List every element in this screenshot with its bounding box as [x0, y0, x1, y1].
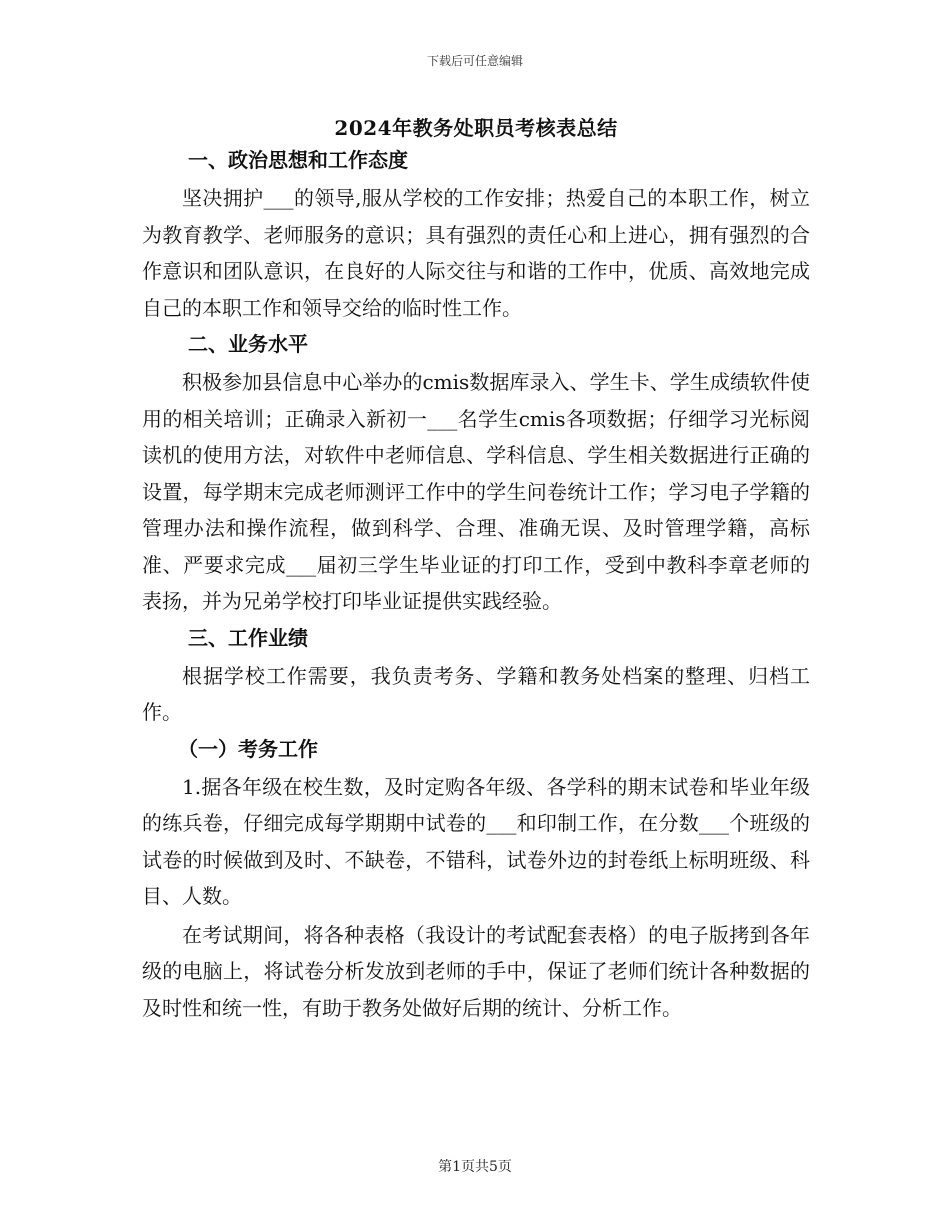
section-heading-achievements: 三、工作业绩 [188, 625, 308, 650]
section-paragraph-achievements: 根据学校工作需要，我负责考务、学籍和教务处档案的整理、归档工作。 [142, 663, 810, 724]
page-number-footer: 第1页共5页 [438, 1159, 512, 1175]
header-note: 下载后可任意编辑 [426, 54, 523, 68]
section-heading-skills: 二、业务水平 [188, 332, 308, 356]
subsection-paragraph-2: 在考试期间，将各种表格（我设计的考试配套表格）的电子版拷到各年级的电脑上，将试卷分析发放到老师的手中，保证了老师们统计各种数据的及时性和统一性，有助于教务处做好后期的统计、分析工作。 [142, 922, 810, 1020]
subsection-heading-exam-affairs: （一）考务工作 [178, 736, 318, 761]
section-paragraph-skills: 积极参加县信息中心举办的cmis数据库录入、学生卡、学生成绩软件使用的相关培训；正确录入新初一___名学生cmis各项数据；仔细学习光标阅读机的使用方法，对软件中老师信息、学科信息、学生相关数据进行正确的设置，每学期末完成老师测评工作中的学生问卷统计工作；学习电子学籍的管理办法和操作流程，做到科学、合理、准确无误、及时管理学籍，高标准、严要求完成___届初三学生毕业证的打印工作，受到中教科李章老师的表扬，并为兄弟学校打印毕业证提供实践经验。 [142, 370, 810, 613]
section-heading-political: 一、政治思想和工作态度 [188, 148, 408, 172]
document-title: 2024年教务处职员考核表总结 [334, 116, 618, 140]
document-body [142, 112, 810, 1028]
section-paragraph-political: 坚决拥护___的领导,服从学校的工作安排；热爱自己的本职工作，树立为教育教学、老师服务的意识；具有强烈的责任心和上进心，拥有强烈的合作意识和团队意识，在良好的人际交往与和谐的工作中，优质、高效地完成自己的本职工作和领导交给的临时性工作。 [142, 186, 810, 320]
subsection-paragraph-1: 1.据各年级在校生数，及时定购各年级、各学科的期末试卷和毕业年级的练兵卷，仔细完成每学期期中试卷的___和印制工作，在分数___个班级的试卷的时候做到及时、不缺卷，不错科，试卷外边的封卷纸上标明班级、科目、人数。 [142, 774, 810, 908]
